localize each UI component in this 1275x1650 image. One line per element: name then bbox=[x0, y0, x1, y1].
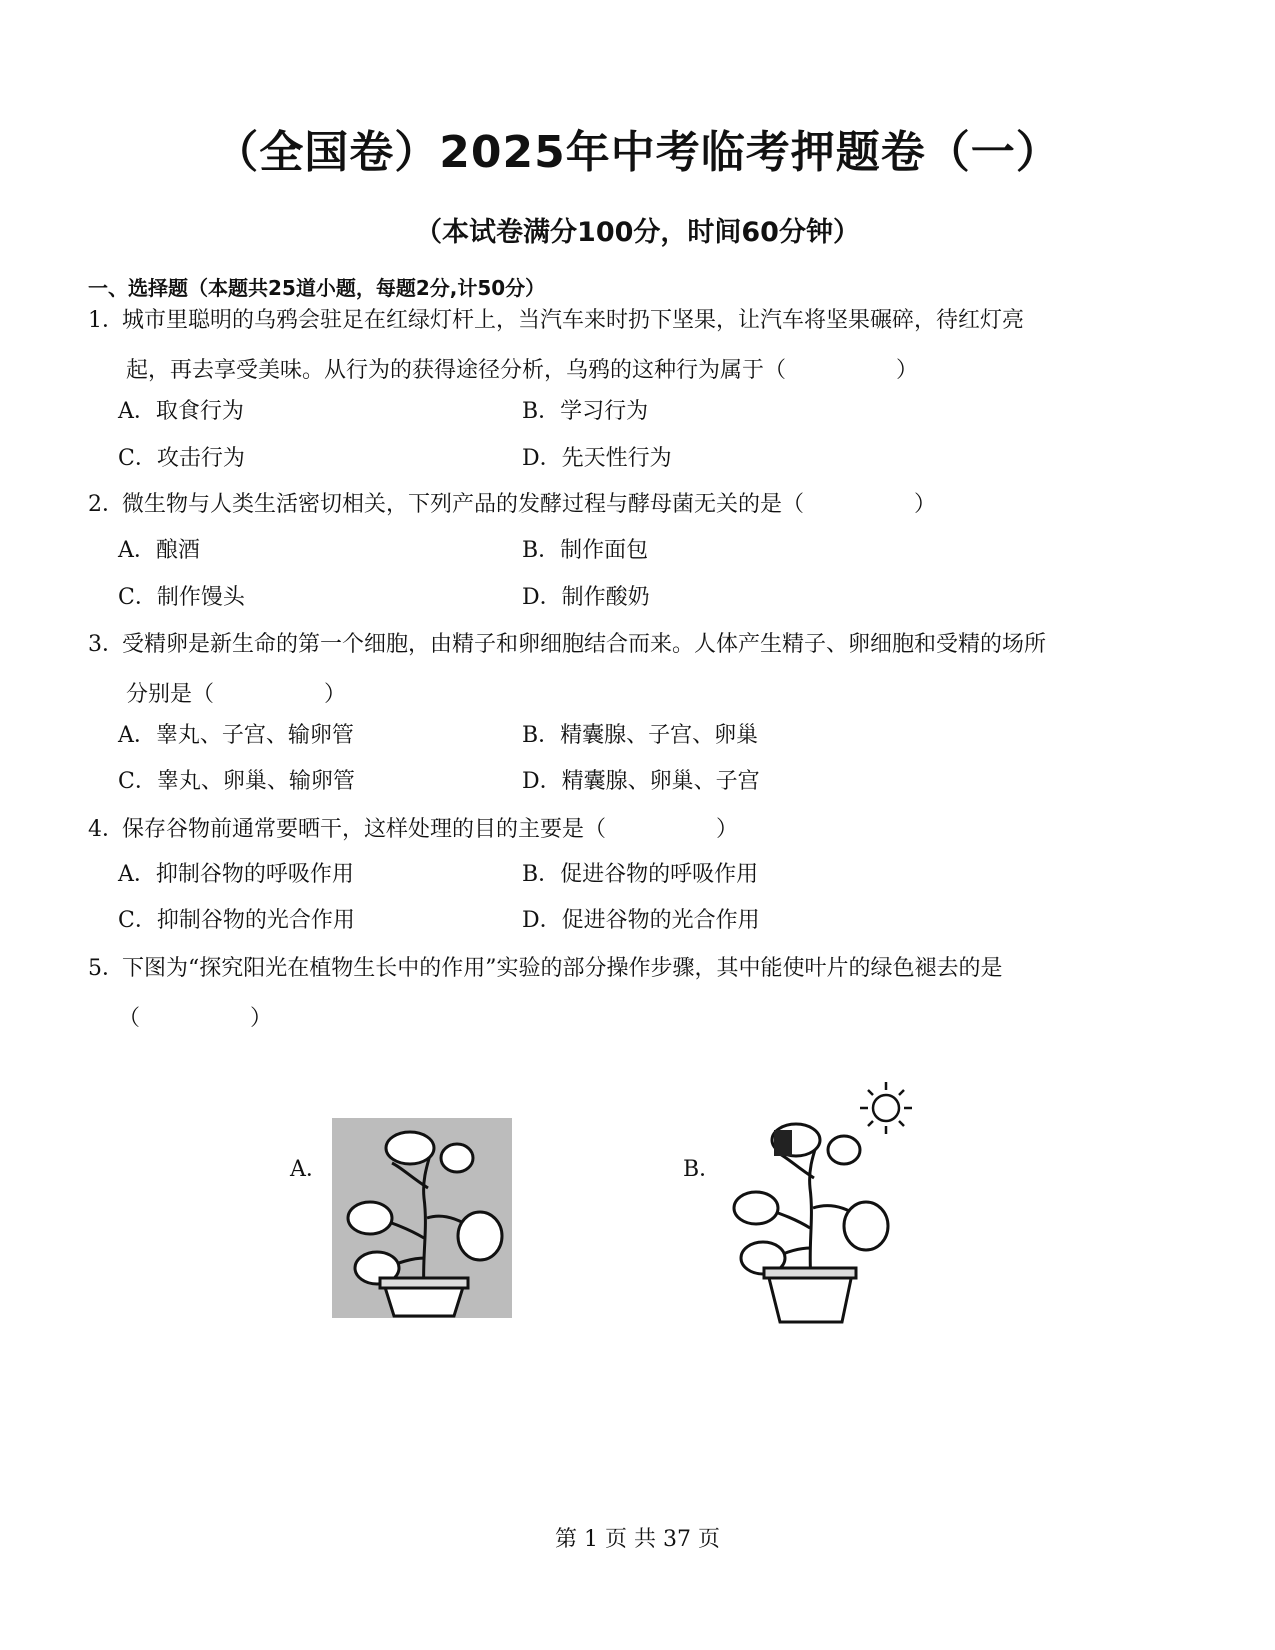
question-4 bbox=[88, 805, 1198, 855]
option-c[interactable]: C．攻击行为 bbox=[118, 446, 245, 471]
question-text: 微生物与人类生活密切相关，下列产品的发酵过程与酵母菌无关的是（ ） bbox=[122, 492, 937, 517]
figure-b-plant-in-sun bbox=[716, 1078, 916, 1326]
option-b[interactable]: B．精囊腺、子宫、卵巢 bbox=[522, 723, 759, 748]
figure-a-plant-in-dark bbox=[332, 1118, 512, 1318]
option-b[interactable]: B．学习行为 bbox=[522, 399, 649, 424]
option-b[interactable]: B．制作面包 bbox=[522, 538, 649, 563]
question-text-cont: 起，再去享受美味。从行为的获得途径分析，乌鸦的这种行为属于（ ） bbox=[126, 358, 919, 383]
figure-a-label[interactable]: A． bbox=[290, 1157, 328, 1182]
option-b[interactable]: B．促进谷物的呼吸作用 bbox=[522, 862, 759, 887]
question-2 bbox=[88, 480, 1198, 530]
figure-b-label[interactable]: B． bbox=[683, 1157, 722, 1182]
option-a[interactable]: A．取食行为 bbox=[118, 399, 244, 424]
option-a[interactable]: A．抑制谷物的呼吸作用 bbox=[118, 862, 354, 887]
option-d[interactable]: D．先天性行为 bbox=[522, 446, 672, 471]
option-d[interactable]: D．精囊腺、卵巢、子宫 bbox=[522, 769, 760, 794]
option-d[interactable]: D．制作酸奶 bbox=[522, 585, 650, 610]
option-d[interactable]: D．促进谷物的光合作用 bbox=[522, 908, 760, 933]
option-c[interactable]: C．抑制谷物的光合作用 bbox=[118, 908, 355, 933]
page-footer: 第 1 页 共 37 页 bbox=[555, 1527, 720, 1552]
question-number: 3． bbox=[88, 632, 124, 657]
question-text: 城市里聪明的乌鸦会驻足在红绿灯杆上，当汽车来时扔下坚果，让汽车将坚果碾碎，待红灯亮 bbox=[122, 308, 1025, 333]
question-text: 保存谷物前通常要晒干，这样处理的目的主要是（ ） bbox=[122, 817, 739, 842]
question-text-cont: 分别是（ ） bbox=[126, 682, 347, 707]
option-a[interactable]: A．睾丸、子宫、输卵管 bbox=[118, 723, 354, 748]
question-text: 下图为“探究阳光在植物生长中的作用”实验的部分操作步骤，其中能使叶片的绿色褪去的是 bbox=[122, 956, 1003, 981]
option-a[interactable]: A．酿酒 bbox=[118, 538, 200, 563]
option-c[interactable]: C．睾丸、卵巢、输卵管 bbox=[118, 769, 355, 794]
sun-icon bbox=[860, 1082, 912, 1134]
option-c[interactable]: C．制作馒头 bbox=[118, 585, 245, 610]
question-number: 2． bbox=[88, 492, 124, 517]
section-heading: 一、选择题（本题共25道小题，每题2分,计50分） bbox=[88, 276, 546, 300]
question-3 bbox=[88, 620, 1198, 720]
question-1 bbox=[88, 296, 1198, 396]
exam-title: （全国卷）2025年中考临考押题卷（一） bbox=[214, 127, 1061, 178]
exam-subtitle: （本试卷满分100分，时间60分钟） bbox=[415, 217, 860, 248]
question-5 bbox=[88, 944, 1198, 1044]
question-number: 1． bbox=[88, 308, 124, 333]
question-text: 受精卵是新生命的第一个细胞，由精子和卵细胞结合而来。人体产生精子、卵细胞和受精的场所 bbox=[122, 632, 1047, 657]
question-number: 4． bbox=[88, 817, 124, 842]
question-text-cont: （ ） bbox=[118, 1006, 273, 1031]
question-number: 5． bbox=[88, 956, 124, 981]
